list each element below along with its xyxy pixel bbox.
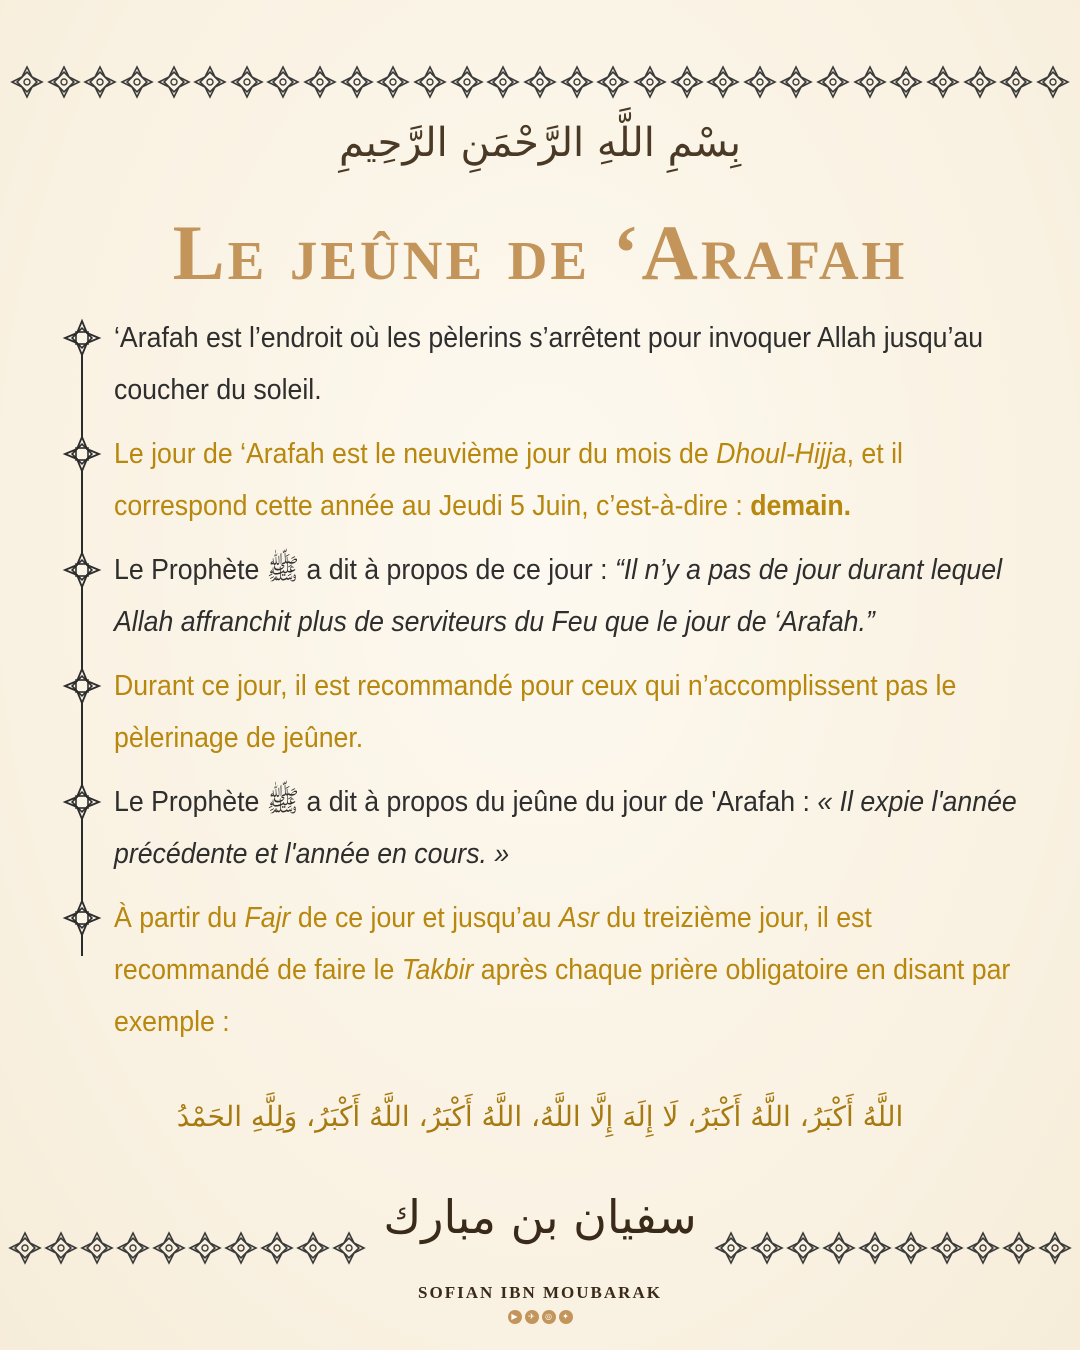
knot-ornament-icon <box>340 65 374 99</box>
knot-ornament-icon <box>523 65 557 99</box>
knot-ornament-icon <box>120 65 154 99</box>
knot-ornament-icon <box>450 65 484 99</box>
info-list <box>62 312 1022 1060</box>
top-ornament-band <box>0 62 1080 102</box>
knot-ornament-icon <box>83 65 117 99</box>
star-bullet-icon <box>62 898 102 938</box>
list-item <box>62 776 1022 880</box>
knot-ornament-icon <box>963 65 997 99</box>
knot-ornament-icon <box>633 65 667 99</box>
knot-ornament-icon <box>889 65 923 99</box>
list-item-text: ‘Arafah est l’endroit où les pèlerins s’arrêtent pour invoquer Allah jusqu’au coucher du soleil. <box>114 322 984 406</box>
knot-ornament-icon <box>266 65 300 99</box>
youtube-icon[interactable]: ▶ <box>508 1310 522 1324</box>
knot-ornament-icon <box>743 65 777 99</box>
knot-ornament-icon <box>670 65 704 99</box>
list-item-text: Le Prophète ﷺ a dit à propos du jeûne du jour de 'Arafah : « Il expie l'année précédente et l'année en cours. » <box>114 786 1017 870</box>
star-bullet-icon <box>62 434 102 474</box>
knot-ornament-icon <box>157 65 191 99</box>
twitter-icon[interactable]: ✦ <box>559 1310 573 1324</box>
knot-ornament-icon <box>596 65 630 99</box>
star-bullet-icon <box>62 666 102 706</box>
list-item-text: Durant ce jour, il est recommandé pour ceux qui n’accomplissent pas le pèlerinage de jeûner. <box>114 670 957 754</box>
list-item <box>62 428 1022 532</box>
social-icons <box>0 1310 1080 1324</box>
list-item <box>62 660 1022 764</box>
telegram-icon[interactable]: ✈ <box>525 1310 539 1324</box>
list-item-text: Le jour de ‘Arafah est le neuvième jour du mois de Dhoul-Hijja, et il correspond cette année au Jeudi 5 Juin, c’est-à-dire : demain. <box>114 438 903 522</box>
list-item <box>62 312 1022 416</box>
knot-ornament-icon <box>779 65 813 99</box>
star-bullet-icon <box>62 550 102 590</box>
list-item <box>62 892 1022 1048</box>
list-item-text: Le Prophète ﷺ a dit à propos de ce jour : “Il n’y a pas de jour durant lequel Allah affranchit plus de serviteurs du Feu que le jour de ‘Arafah.” <box>114 554 1003 638</box>
knot-ornament-icon <box>853 65 887 99</box>
star-bullet-icon <box>62 318 102 358</box>
knot-ornament-icon <box>230 65 264 99</box>
knot-ornament-icon <box>816 65 850 99</box>
knot-ornament-icon <box>706 65 740 99</box>
knot-ornament-icon <box>560 65 594 99</box>
knot-ornament-icon <box>376 65 410 99</box>
instagram-icon[interactable]: ◎ <box>542 1310 556 1324</box>
knot-ornament-icon <box>999 65 1033 99</box>
page-title: Le jeûne de ‘Arafah <box>172 209 908 296</box>
signature-logo: سفيان بن مبارك <box>383 1190 697 1244</box>
list-item <box>62 544 1022 648</box>
basmala: بِسْمِ اللَّهِ الرَّحْمَنِ الرَّحِيمِ <box>338 120 742 166</box>
knot-ornament-icon <box>413 65 447 99</box>
knot-ornament-icon <box>10 65 44 99</box>
knot-ornament-icon <box>303 65 337 99</box>
brand-name: SOFIAN IBN MOUBARAK <box>418 1283 662 1302</box>
star-bullet-icon <box>62 782 102 822</box>
knot-ornament-icon <box>926 65 960 99</box>
knot-ornament-icon <box>193 65 227 99</box>
list-item-text: À partir du Fajr de ce jour et jusqu’au Asr du treizième jour, il est recommandé de faire le Takbir après chaque prière obligatoire en disant par exemple : <box>114 902 1011 1038</box>
knot-ornament-icon <box>47 65 81 99</box>
knot-ornament-icon <box>486 65 520 99</box>
takbir-text: اللَّهُ أَكْبَرُ، اللَّهُ أَكْبَرُ، لَا إِلَهَ إِلَّا اللَّهُ، اللَّهُ أَكْبَرُ، اللَّهُ أَكْبَرُ، وَلِلَّهِ الحَمْدُ <box>176 1100 904 1133</box>
knot-ornament-icon <box>1036 65 1070 99</box>
